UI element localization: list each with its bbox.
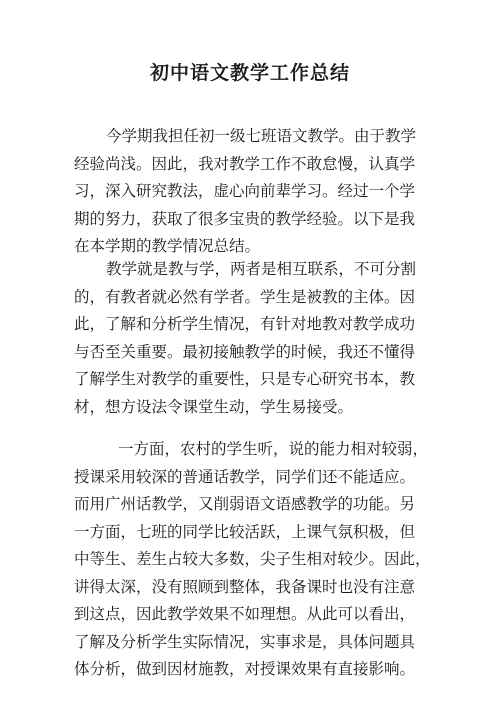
paragraph-line: 一方面，七班的同学比较活跃，上课气氛积极，但 xyxy=(74,522,416,541)
paragraph-2 xyxy=(74,256,434,421)
paragraph-3 xyxy=(74,436,434,684)
paragraph-line: 了解学生对教学的重要性，只是专心研究书本，教 xyxy=(74,370,416,388)
paragraph-line: 中等生、差生占较大多数，尖子生相对较少。因此， xyxy=(74,550,431,568)
paragraph-line: 授课采用较深的普通话教学，同学们还不能适应。 xyxy=(74,467,416,486)
paragraph-line: 习，深入研究教法，虚心向前辈学习。经过一个学 xyxy=(74,182,416,200)
paragraph-line: 讲得太深，没有照顾到整体，我备课时也没有注意 xyxy=(74,577,416,596)
paragraph-line: 在本学期的教学情况总结。 xyxy=(74,237,261,255)
paragraph-1 xyxy=(74,123,434,261)
paragraph-line: 而用广州话教学，又削弱语文语感教学的功能。另 xyxy=(74,495,416,513)
paragraph-line: 的，有教者就必然有学者。学生是被教的主体。因 xyxy=(74,287,416,306)
paragraph-line: 与否至关重要。最初接触教学的时候，我还不懂得 xyxy=(74,342,416,361)
paragraph-line: 此，了解和分析学生情况，有针对地教对教学成功 xyxy=(74,315,416,333)
paragraph-line: 期的努力，获取了很多宝贵的教学经验。以下是我 xyxy=(74,209,416,228)
paragraph-line: 材，想方设法令课堂生动，学生易接受。 xyxy=(74,397,354,416)
paragraph-line: 经验尚浅。因此，我对教学工作不敢怠慢，认真学 xyxy=(74,154,416,173)
paragraph-line: 体分析，做到因材施教，对授课效果有直接影响。 xyxy=(74,660,416,678)
paragraph-line: 今学期我担任初一级七班语文教学。由于教学 xyxy=(106,127,417,145)
paragraph-line: 一方面，农村的学生听，说的能力相对较弱， xyxy=(118,440,429,458)
paragraph-line: 到这点，因此教学效果不如理想。从此可以看出， xyxy=(74,605,416,623)
paragraph-line: 了解及分析学生实际情况，实事求是，具体问题具 xyxy=(74,632,416,651)
document-title: 初中语文教学工作总结 xyxy=(149,62,350,84)
paragraph-line: 教学就是教与学，两者是相互联系，不可分割 xyxy=(106,260,417,278)
